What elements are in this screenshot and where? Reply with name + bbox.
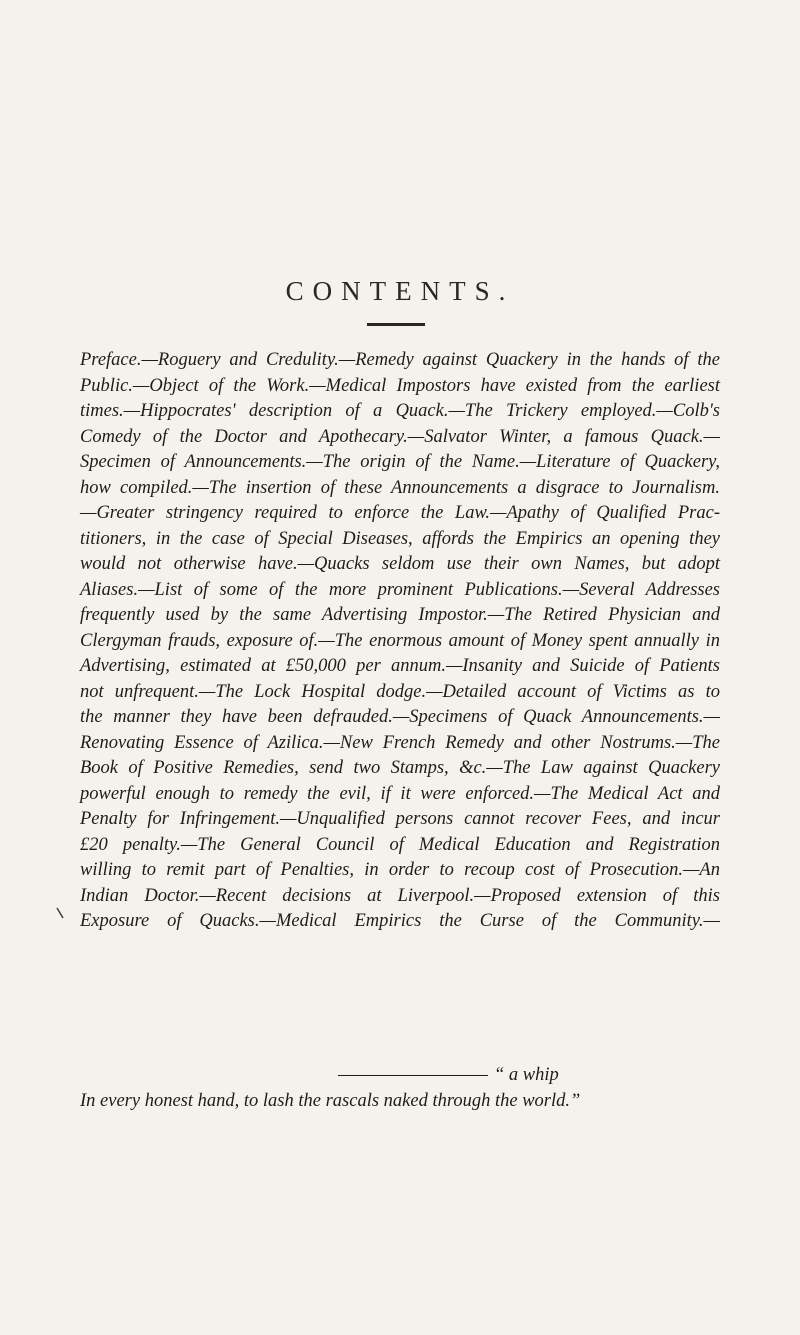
contents-line: Aliases.—List of some of the more prominent Publications.—Several Addresses	[80, 579, 720, 600]
contents-line: Indian Doctor.—Recent decisions at Liverpool.—Proposed extension of this	[80, 885, 720, 906]
contents-line: the manner they have been defrauded.—Specimens of Quack Announcements.—	[80, 707, 720, 727]
contents-line: Clergyman frauds, exposure of.—The enormous amount of Money spent annually in	[80, 630, 720, 651]
epigraph-text-1: “ a whip	[494, 1065, 559, 1085]
epigraph-dash	[338, 1075, 488, 1076]
title-rule	[367, 323, 425, 326]
contents-line: not unfrequent.—The Lock Hospital dodge.—Detailed account of Victims as to	[80, 681, 720, 702]
margin-pencil-mark	[56, 907, 64, 919]
page-title: CONTENTS.	[285, 276, 515, 306]
contents-line: powerful enough to remedy the evil, if it were enforced.—The Medical Act and	[80, 783, 720, 804]
contents-line: £20 penalty.—The General Council of Medical Education and Registration	[80, 834, 720, 855]
contents-line: Comedy of the Doctor and Apothecary.—Salvator Winter, a famous Quack.—	[80, 426, 720, 447]
contents-line: Exposure of Quacks.—Medical Empirics the Curse of the Community.—	[80, 911, 720, 931]
contents-line: —Greater stringency required to enforce the Law.—Apathy of Qualified Prac-	[80, 503, 720, 523]
contents-line: willing to remit part of Penalties, in order to recoup cost of Prosecution.—An	[80, 860, 720, 880]
contents-line: Preface.—Roguery and Credulity.—Remedy against Quackery in the hands of the	[80, 350, 720, 370]
contents-line: Renovating Essence of Azilica.—New French Remedy and other Nostrums.—The	[80, 732, 720, 753]
contents-line: how compiled.—The insertion of these Announcements a disgrace to Journalism.	[80, 477, 720, 498]
contents-line: Book of Positive Remedies, send two Stamps, &c.—The Law against Quackery	[80, 758, 720, 778]
contents-line: frequently used by the same Advertising Impostor.—The Retired Physician and	[80, 605, 720, 625]
contents-line: Public.—Object of the Work.—Medical Impostors have existed from the earliest	[80, 375, 720, 396]
epigraph-line-1	[338, 1063, 559, 1088]
contents-line: Advertising, estimated at £50,000 per annum.—Insanity and Suicide of Patients	[80, 656, 720, 676]
contents-paragraph	[80, 348, 720, 935]
contents-line: Specimen of Announcements.—The origin of the Name.—Literature of Quackery,	[80, 452, 720, 472]
epigraph-line-2: In every honest hand, to lash the rascals naked through the world.”	[80, 1091, 581, 1111]
contents-line: times.—Hippocrates' description of a Quack.—The Trickery employed.—Colb's	[80, 401, 720, 421]
contents-line: Penalty for Infringement.—Unqualified persons cannot recover Fees, and incur	[80, 809, 720, 829]
contents-line: titioners, in the case of Special Diseases, affords the Empirics an opening they	[80, 528, 720, 549]
contents-line: would not otherwise have.—Quacks seldom use their own Names, but adopt	[80, 554, 720, 574]
